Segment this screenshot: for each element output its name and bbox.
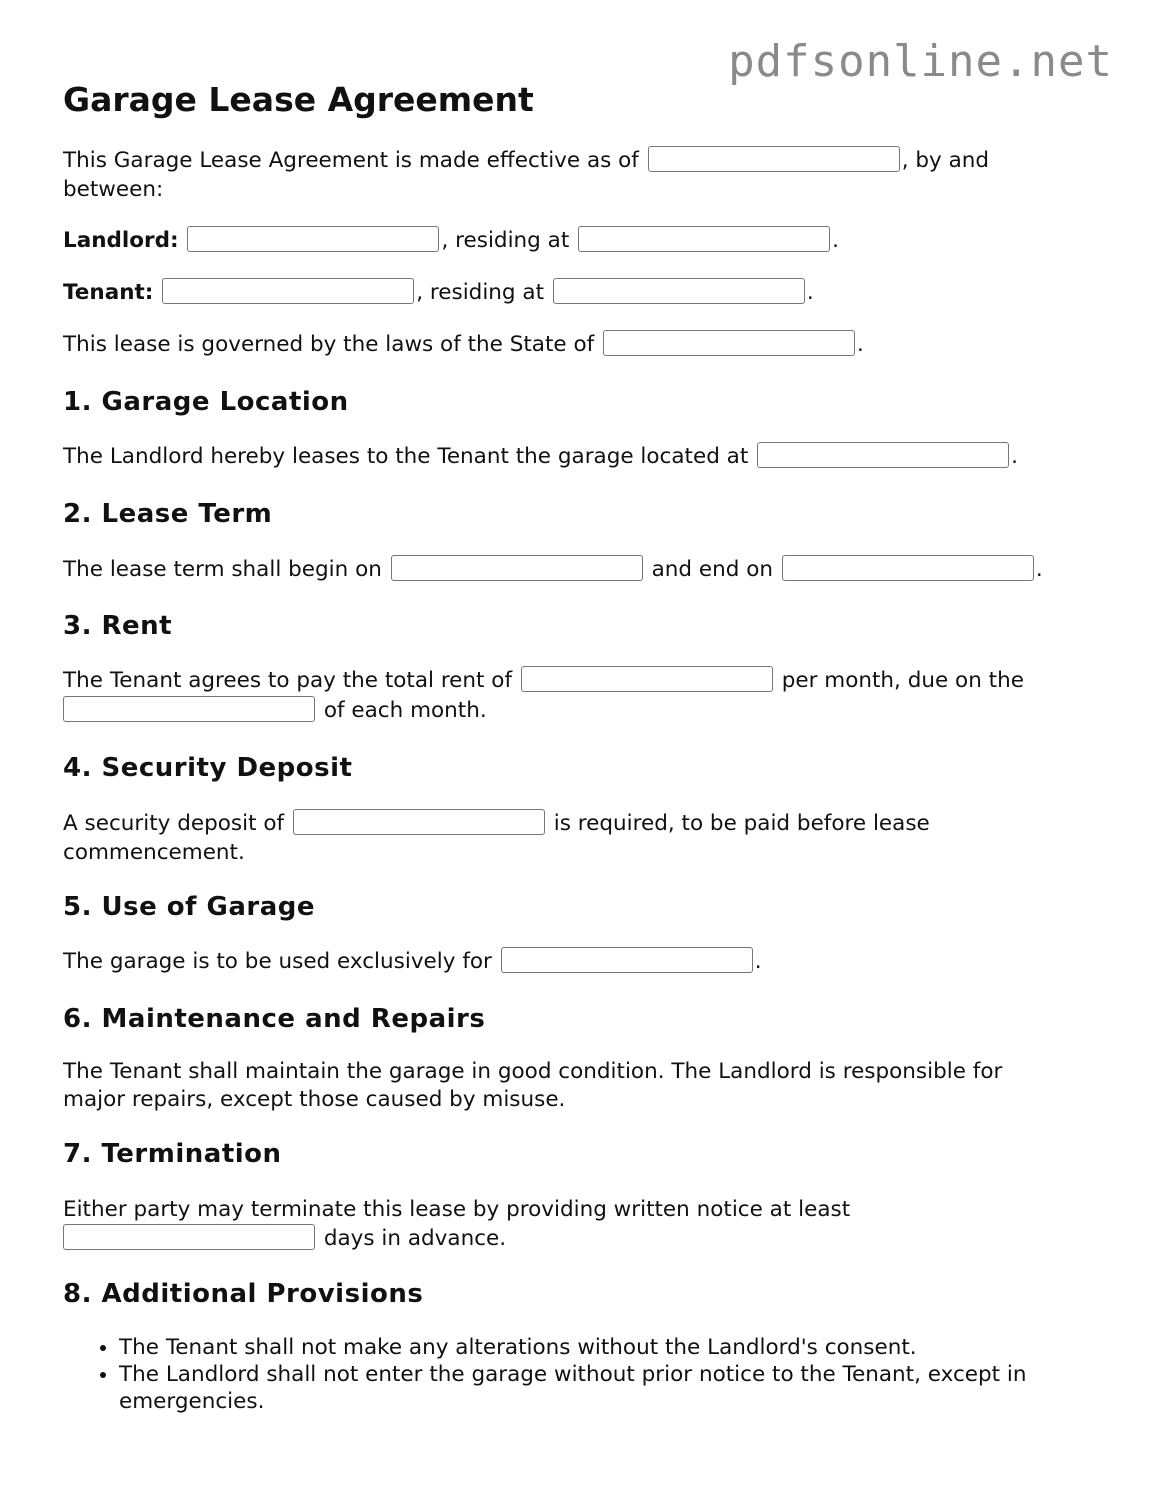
tenant-address-field[interactable] xyxy=(553,278,805,304)
section-8-heading: 8. Additional Provisions xyxy=(63,1279,424,1309)
governing-law-line: This lease is governed by the laws of the State of . xyxy=(63,332,864,357)
section-2-heading: 2. Lease Term xyxy=(63,499,273,529)
lease-start-field[interactable] xyxy=(391,555,643,581)
section-1-heading: 1. Garage Location xyxy=(63,387,349,417)
section-1-text: The Landlord hereby leases to the Tenant the garage located at . xyxy=(63,444,1018,469)
section-7-text: Either party may terminate this lease by providing written notice at least days in advance. xyxy=(63,1197,851,1251)
section-3-heading: 3. Rent xyxy=(63,611,173,641)
landlord-line: Landlord: , residing at . xyxy=(63,228,839,253)
page-title: Garage Lease Agreement xyxy=(63,80,534,119)
provisions-list xyxy=(63,1334,1129,1415)
notice-days-field[interactable] xyxy=(63,1224,315,1250)
security-deposit-field[interactable] xyxy=(293,809,545,835)
section-5-text: The garage is to be used exclusively for . xyxy=(63,949,762,974)
section-7-heading: 7. Termination xyxy=(63,1139,282,1169)
section-3-line-1: The Tenant agrees to pay the total rent of per month, due on the xyxy=(63,668,1024,693)
landlord-name-field[interactable] xyxy=(187,226,439,252)
section-4-heading: 4. Security Deposit xyxy=(63,753,353,783)
rent-amount-field[interactable] xyxy=(521,666,773,692)
list-item: • The Tenant shall not make any alterations without the Landlord's consent. xyxy=(119,1334,1129,1361)
landlord-address-field[interactable] xyxy=(578,226,830,252)
intro-paragraph: This Garage Lease Agreement is made effective as of , by and between: xyxy=(63,148,990,202)
section-6-text: The Tenant shall maintain the garage in good condition. The Landlord is responsible for major repairs, except those caused by misuse. xyxy=(63,1059,1003,1112)
landlord-label: Landlord: xyxy=(63,228,179,253)
effective-date-field[interactable] xyxy=(648,146,900,172)
section-2-text: The lease term shall begin on and end on . xyxy=(63,557,1043,582)
rent-due-day-field[interactable] xyxy=(63,696,315,722)
tenant-line: Tenant: , residing at . xyxy=(63,280,814,305)
list-item: • The Landlord shall not enter the garage without prior notice to the Tenant, except in emergencies. xyxy=(119,1361,1129,1415)
lease-end-field[interactable] xyxy=(782,555,1034,581)
watermark: pdfsonline.net xyxy=(728,36,1113,87)
section-6-heading: 6. Maintenance and Repairs xyxy=(63,1004,486,1034)
section-4-text: A security deposit of is required, to be paid before lease commencement. xyxy=(63,811,930,865)
section-3-line-2: of each month. xyxy=(63,696,1093,725)
garage-use-field[interactable] xyxy=(501,947,753,973)
tenant-label: Tenant: xyxy=(63,280,154,305)
section-5-heading: 5. Use of Garage xyxy=(63,892,316,922)
state-field[interactable] xyxy=(603,330,855,356)
garage-address-field[interactable] xyxy=(757,442,1009,468)
tenant-name-field[interactable] xyxy=(162,278,414,304)
